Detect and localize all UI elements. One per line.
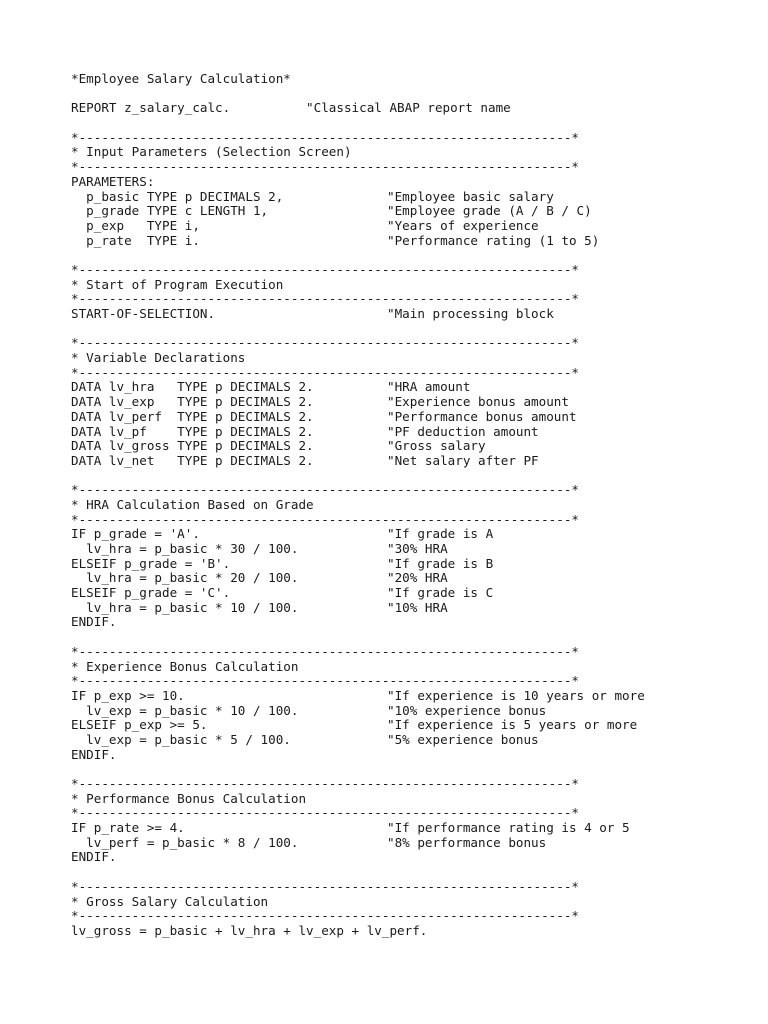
code-line (71, 204, 768, 219)
code-text: *-----------------------------------------------------------------* (71, 291, 579, 307)
code-comment: "If grade is A (387, 526, 494, 542)
code-line (71, 454, 768, 469)
code-line (71, 557, 768, 572)
code-text: DATA lv_hra TYPE p DECIMALS 2. (71, 379, 314, 395)
code-comment: "If grade is B (387, 555, 494, 571)
code-comment: "5% experience bonus (387, 731, 539, 747)
code-text: PARAMETERS: (71, 173, 155, 189)
code-line (71, 160, 768, 175)
code-line (71, 601, 768, 616)
code-line (71, 87, 768, 102)
code-text: IF p_exp >= 10. (71, 687, 185, 703)
code-text: p_basic TYPE p DECIMALS 2, (71, 188, 284, 204)
code-line (71, 850, 768, 865)
code-text: *-----------------------------------------------------------------* (71, 482, 579, 498)
code-comment: "If experience is 10 years or more (387, 687, 645, 703)
code-line (71, 395, 768, 410)
code-line (71, 542, 768, 557)
code-text: p_grade TYPE c LENGTH 1, (71, 203, 269, 219)
code-line (71, 292, 768, 307)
code-line (71, 718, 768, 733)
code-text: ENDIF. (71, 614, 117, 630)
code-line (71, 792, 768, 807)
code-line (71, 322, 768, 337)
code-comment: "Years of experience (387, 217, 539, 233)
code-line (71, 909, 768, 924)
code-line (71, 527, 768, 542)
code-text: DATA lv_pf TYPE p DECIMALS 2. (71, 423, 314, 439)
code-line (71, 248, 768, 263)
code-text: *-----------------------------------------------------------------* (71, 511, 579, 527)
code-comment: "If experience is 5 years or more (387, 717, 638, 733)
code-comment: "Performance bonus amount (387, 408, 577, 424)
code-comment: "Employee basic salary (387, 188, 554, 204)
code-comment: "30% HRA (387, 541, 448, 556)
code-text: *-----------------------------------------------------------------* (71, 908, 579, 924)
code-text: lv_hra = p_basic * 10 / 100. (71, 599, 299, 615)
code-line (71, 615, 768, 630)
code-line (71, 278, 768, 293)
code-text: * HRA Calculation Based on Grade (71, 496, 314, 512)
code-line (71, 234, 768, 249)
code-line (71, 307, 768, 322)
code-line (71, 425, 768, 440)
code-text: *-----------------------------------------------------------------* (71, 878, 579, 894)
code-comment: "8% performance bonus (387, 834, 547, 850)
code-text: DATA lv_exp TYPE p DECIMALS 2. (71, 394, 314, 410)
code-comment: "Net salary after PF (387, 452, 539, 468)
code-line (71, 777, 768, 792)
abap-code-listing (71, 72, 768, 939)
code-line (71, 175, 768, 190)
code-text: DATA lv_net TYPE p DECIMALS 2. (71, 452, 314, 468)
code-line (71, 924, 768, 939)
code-line (71, 895, 768, 910)
code-line (71, 645, 768, 660)
code-line (71, 733, 768, 748)
code-comment: "Gross salary (387, 438, 486, 454)
code-comment: "Performance rating (1 to 5) (387, 232, 600, 248)
code-text: * Performance Bonus Calculation (71, 790, 307, 806)
code-text: * Experience Bonus Calculation (71, 658, 299, 674)
code-text: *-----------------------------------------------------------------* (71, 805, 579, 821)
code-line (71, 72, 768, 87)
code-line (71, 836, 768, 851)
code-text: *-----------------------------------------------------------------* (71, 776, 579, 791)
code-text: lv_exp = p_basic * 10 / 100. (71, 702, 299, 718)
code-text: lv_perf = p_basic * 8 / 100. (71, 834, 299, 850)
code-text: p_exp TYPE i, (71, 217, 200, 233)
code-line (71, 704, 768, 719)
code-line (71, 821, 768, 836)
code-line (71, 571, 768, 586)
code-text: ENDIF. (71, 746, 117, 762)
code-text: ELSEIF p_exp >= 5. (71, 717, 208, 733)
code-line (71, 336, 768, 351)
code-text: DATA lv_perf TYPE p DECIMALS 2. (71, 408, 314, 424)
code-text: * Gross Salary Calculation (71, 893, 269, 909)
code-line (71, 219, 768, 234)
code-text: ENDIF. (71, 849, 117, 865)
code-line (71, 689, 768, 704)
code-text: *-----------------------------------------------------------------* (71, 159, 579, 175)
code-text: *-----------------------------------------------------------------* (71, 643, 579, 659)
code-line (71, 351, 768, 366)
code-text: REPORT z_salary_calc. "Classical ABAP report name (71, 100, 511, 116)
code-text: * Input Parameters (Selection Screen) (71, 144, 352, 160)
code-line (71, 586, 768, 601)
code-text: ELSEIF p_grade = 'B'. (71, 555, 231, 571)
code-line (71, 380, 768, 395)
code-text: *Employee Salary Calculation* (71, 71, 291, 86)
code-comment: "10% HRA (387, 599, 448, 615)
code-comment: "If grade is C (387, 585, 494, 601)
code-text: * Variable Declarations (71, 350, 246, 366)
code-comment: "Employee grade (A / B / C) (387, 203, 592, 219)
code-line (71, 630, 768, 645)
code-line (71, 762, 768, 777)
code-line (71, 498, 768, 513)
code-text: lv_hra = p_basic * 20 / 100. (71, 570, 299, 586)
code-text: ELSEIF p_grade = 'C'. (71, 585, 231, 601)
code-line (71, 131, 768, 146)
code-text: * Start of Program Execution (71, 276, 284, 292)
code-text: p_rate TYPE i. (71, 232, 200, 248)
code-comment: "Experience bonus amount (387, 394, 569, 410)
code-line (71, 806, 768, 821)
code-text: DATA lv_gross TYPE p DECIMALS 2. (71, 438, 314, 454)
code-text: *-----------------------------------------------------------------* (71, 261, 579, 277)
code-line (71, 439, 768, 454)
code-text: IF p_grade = 'A'. (71, 526, 200, 542)
code-comment: "If performance rating is 4 or 5 (387, 820, 630, 836)
code-text: *-----------------------------------------------------------------* (71, 673, 579, 689)
code-text: START-OF-SELECTION. (71, 306, 216, 321)
code-line (71, 263, 768, 278)
code-line (71, 116, 768, 131)
code-text: lv_gross = p_basic + lv_hra + lv_exp + lv_perf. (71, 922, 428, 938)
code-line (71, 513, 768, 528)
code-line (71, 101, 768, 116)
code-text: IF p_rate >= 4. (71, 820, 185, 836)
code-line (71, 748, 768, 763)
code-text: *-----------------------------------------------------------------* (71, 364, 579, 380)
code-comment: "20% HRA (387, 570, 448, 586)
code-line (71, 190, 768, 205)
code-line (71, 410, 768, 425)
code-line (71, 483, 768, 498)
code-text: lv_exp = p_basic * 5 / 100. (71, 731, 291, 747)
code-text: *-----------------------------------------------------------------* (71, 335, 579, 351)
code-text: lv_hra = p_basic * 30 / 100. (71, 541, 299, 556)
code-comment: "Main processing block (387, 306, 554, 321)
code-text: *-----------------------------------------------------------------* (71, 129, 579, 145)
code-comment: "10% experience bonus (387, 702, 547, 718)
code-line (71, 880, 768, 895)
code-line (71, 366, 768, 381)
code-comment: "HRA amount (387, 379, 471, 395)
code-line (71, 674, 768, 689)
code-line (71, 865, 768, 880)
code-line (71, 145, 768, 160)
code-comment: "PF deduction amount (387, 423, 539, 439)
code-line (71, 469, 768, 484)
code-line (71, 660, 768, 675)
